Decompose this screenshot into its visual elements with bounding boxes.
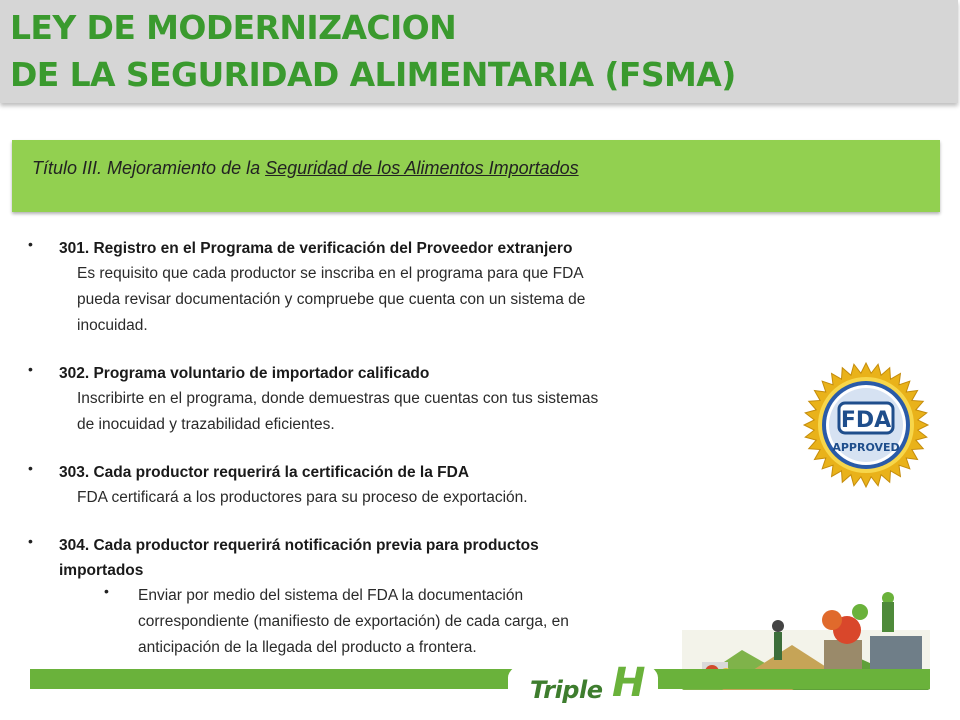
bullet: • [28, 460, 33, 476]
subtitle-prefix: Título III. Mejoramiento de la [32, 158, 266, 178]
page-title-line1: LEY DE MODERNIZACION [10, 8, 457, 47]
logo-h-letter: H [612, 660, 646, 706]
sub-item-line: Enviar por medio del sistema del FDA la documentación [138, 587, 524, 604]
item-heading: importados [59, 562, 144, 579]
list-item-302 [28, 361, 748, 438]
badge-bottom-text: APPROVED [832, 441, 900, 454]
badge-seal-icon [800, 360, 932, 490]
page-title-line2: DE LA SEGURIDAD ALIMENTARIA (FSMA) [10, 55, 736, 94]
sub-list-item [104, 583, 748, 661]
item-heading: 302. Programa voluntario de importador calificado [59, 365, 430, 382]
sub-bullet: • [104, 583, 109, 599]
item-body-line: Inscribirte en el programa, donde demuestras que cuentas con tus sistemas [77, 390, 599, 407]
item-body-line: pueda revisar documentación y compruebe que cuenta con un sistema de [77, 291, 586, 308]
item-body-line: de inocuidad y trazabilidad eficientes. [77, 416, 335, 433]
fda-approved-badge [800, 360, 932, 490]
sub-item-line: correspondiente (manifiesto de exportación) de cada carga, en [138, 613, 569, 630]
bullet: • [28, 533, 33, 549]
triple-h-logo [508, 652, 658, 716]
item-body-line: FDA certificará a los productores para su proceso de exportación. [77, 489, 528, 506]
footer-green-bar [30, 669, 930, 689]
badge-top-text: FDA [840, 408, 892, 433]
subtitle-underlined: Seguridad de los Alimentos Importados [265, 158, 579, 178]
section-subtitle [32, 158, 579, 179]
bullet: • [28, 236, 33, 252]
list-item-301 [28, 236, 748, 339]
item-body-line: Es requisito que cada productor se inscriba en el programa para que FDA [77, 265, 584, 282]
item-heading: 301. Registro en el Programa de verificación del Proveedor extranjero [59, 240, 573, 257]
list-item-303 [28, 460, 748, 511]
content-list [28, 236, 748, 683]
sub-item-line: anticipación de la llegada del producto a frontera. [138, 639, 477, 656]
logo-text: Triple [530, 676, 603, 704]
subtitle-bar [12, 140, 940, 212]
bullet: • [28, 361, 33, 377]
item-heading: 304. Cada productor requerirá notificación previa para productos [59, 537, 539, 554]
item-heading: 303. Cada productor requerirá la certificación de la FDA [59, 464, 470, 481]
item-body-line: inocuidad. [77, 317, 148, 334]
list-item-304 [28, 533, 748, 661]
title-bar [0, 0, 958, 103]
